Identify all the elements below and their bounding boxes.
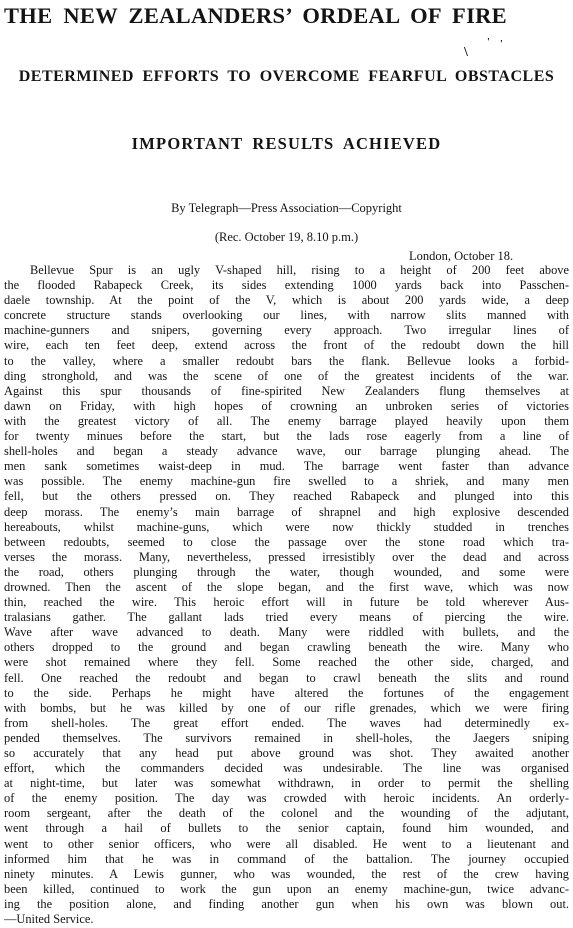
article-headline: THE NEW ZEALANDERS’ ORDEAL OF FIRE [4, 3, 507, 28]
article-received-time: (Rec. October 19, 8.10 p.m.) [214, 230, 359, 244]
body-line: the flooded Rabapeck Creek, its sides extending 1000 yards back into Passchen- [4, 278, 569, 293]
body-line: pended themselves. The survivors remained in shell-holes, the Jaegers sniping [4, 730, 569, 745]
body-line: went to other senior officers, who were all disabled. He went to a lieutenant and [4, 836, 569, 851]
body-line: room sergeant, after the death of the colonel and the wounding of the adjutant, [4, 806, 569, 821]
body-line: men sank sometimes waist-deep in mud. The barrage went faster than advance [4, 459, 569, 474]
body-line: ninety minutes. A Lewis gunner, who was wounded, the rest of the crew having [4, 866, 569, 881]
body-line: concrete structure stands overlooking our lines, with narrow slits manned with [4, 308, 569, 323]
body-line: daele township. At the point of the V, which is about 200 yards wide, a deep [4, 293, 569, 308]
body-line: informed him that he was in command of the battalion. The journey occupied [4, 851, 569, 866]
body-line: was possible. The enemy machine-gun fire swelled to a shriek, and many men [4, 474, 569, 489]
body-line: —United Service. [4, 912, 94, 927]
body-line: at night-time, but later was somewhat withdrawn, in order to permit the shelling [4, 776, 569, 791]
body-line: Against this spur thousands of fine-spirited New Zealanders flung themselves at [4, 383, 569, 398]
body-line: to the valley, where a smaller redoubt bars the flank. Bellevue looks a forbid- [4, 353, 569, 368]
body-line: deep morass. The enemy’s main barrage of shrapnel and high explosive descended [4, 504, 569, 519]
stray-mark: \ [464, 45, 468, 60]
body-line: of the enemy position. The day was crowded with heroic incidents. An orderly- [4, 791, 569, 806]
body-line: dawn on Friday, with high hopes of crowning an unbroken series of victories [4, 398, 569, 413]
article-subheading-1: DETERMINED EFFORTS TO OVERCOME FEARFUL OBSTACLES [18, 68, 555, 85]
body-line: were shot remained where they fell. Some reached the other side, charged, and [4, 655, 569, 670]
body-line: drowned. Then the ascent of the slope began, and the first wave, which was now [4, 579, 569, 594]
body-line: with the greatest victory of all. The enemy barrage played heavily upon them [4, 413, 569, 428]
body-line: wire, each ten feet deep, extend across the front of the redoubt down the hill [4, 338, 569, 353]
body-line: went through a hail of bullets to the senior captain, found him wounded, and [4, 821, 569, 836]
body-line: thin, reached the wire. This heroic effort will in future be told wherever Aus- [4, 595, 569, 610]
body-line: ing the position alone, and finding another gun when his own was blown out. [4, 896, 569, 911]
body-line: with bombs, but he was killed by one of our rifle grenades, which we were firing [4, 700, 569, 715]
body-line: Bellevue Spur is an ugly V-shaped hill, rising to a height of 200 feet above [30, 263, 569, 277]
body-line: so accurately that any head put above ground was shot. They awaited another [4, 746, 569, 760]
body-line: from shell-holes. The great effort ended. The waves had determinedly ex- [4, 715, 569, 730]
body-line: verses the morass. Many, nevertheless, pressed irresistibly over the dead and across [4, 549, 569, 564]
body-line: Wave after wave advanced to death. Many were riddled with bullets, and the [4, 625, 569, 640]
article-subheading-2: IMPORTANT RESULTS ACHIEVED [131, 134, 442, 153]
body-line: others dropped to the ground and began crawling beneath the wire. Many who [4, 640, 569, 655]
stray-mark: ' [487, 37, 490, 48]
body-line: ding stronghold, and was the scene of one of the greatest incidents of the war. [4, 368, 569, 383]
body-line: fell. One reached the redoubt and began to crawl beneath the slits and round [4, 670, 569, 685]
body-line: between redoubts, seemed to close the passage over the stone road which tra- [4, 534, 569, 549]
article-dateline: London, October 18. [409, 249, 514, 263]
body-line: to the side. Perhaps he might have altered the fortunes of the engagement [4, 685, 569, 700]
body-line: shell-holes and began a steady advance wave, our barrage plunging ahead. The [4, 444, 569, 459]
article-byline: By Telegraph—Press Association—Copyright [171, 201, 402, 215]
body-line: the road, others plunging through the water, though wounded, and some were [4, 564, 569, 579]
body-line: been killed, continued to work the gun upon an enemy machine-gun, twice advanc- [4, 881, 569, 896]
body-line: machine-gunners and snipers, governing every approach. Two irregular lines of [4, 323, 569, 338]
stray-mark: ' [500, 39, 503, 50]
body-line: for twenty minues before the start, but the lads rose eagerly from a line of [4, 429, 569, 444]
body-line: effort, which the commanders decided was undesirable. The line was organised [4, 761, 569, 776]
body-line: hereabouts, whilst machine-guns, which were now thickly studded in trenches [4, 519, 569, 534]
article-body [4, 263, 569, 927]
body-line: fell, but the others pressed on. They reached Rabapeck and plunged into this [4, 489, 569, 504]
body-line: tralasians gather. The gallant lads tried every means of piercing the wire. [4, 610, 569, 625]
